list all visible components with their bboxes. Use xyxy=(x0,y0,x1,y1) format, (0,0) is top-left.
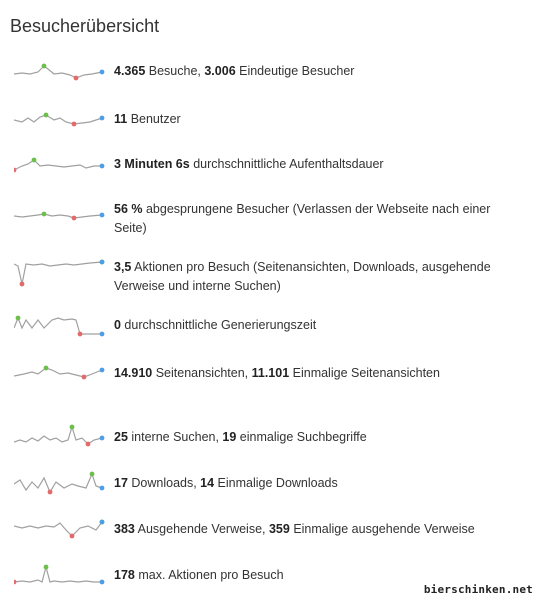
metric-value: 383 xyxy=(114,522,135,536)
metric-value: 4.365 xyxy=(114,64,146,78)
sparkline-last-dot xyxy=(100,260,105,265)
metric-text-users xyxy=(114,110,514,129)
sparkline-line xyxy=(14,214,102,218)
metric-label: max. Aktionen pro Besuch xyxy=(134,568,284,582)
metric-label: Benutzer xyxy=(127,112,181,126)
sparkline-max-dot xyxy=(44,113,49,118)
metric-text-outlinks xyxy=(114,520,514,539)
metric-label: Aktionen pro Besuch (Seitenansichten, Downloads, ausgehende Verweise und interne Suchen) xyxy=(114,260,491,293)
sparkline-outlinks[interactable] xyxy=(14,514,106,544)
metric-label: Einmalige Downloads xyxy=(214,476,338,490)
metric-label: Ausgehende Verweise, xyxy=(134,522,269,536)
sparkline-min-dot xyxy=(48,490,53,495)
sparkline-min-dot xyxy=(72,216,77,221)
sparkline-duration[interactable] xyxy=(14,152,106,182)
watermark: bierschinken.net xyxy=(423,583,533,596)
sparkline-max-dot xyxy=(70,425,75,430)
sparkline-max-dot xyxy=(42,212,47,217)
sparkline-downloads[interactable] xyxy=(14,470,106,500)
metric-label: Seitenansichten, xyxy=(152,366,252,380)
metric-label: Downloads, xyxy=(127,476,201,490)
sparkline-min-dot xyxy=(70,534,75,539)
metric-value: 56 % xyxy=(114,202,143,216)
metric-label: einmalige Suchbegriffe xyxy=(236,430,367,444)
sparkline-min-dot xyxy=(20,282,25,287)
metric-label: Besuche, xyxy=(145,64,205,78)
sparkline-last-dot xyxy=(100,580,105,585)
metric-value: 11 xyxy=(114,112,128,126)
sparkline-max-dot xyxy=(44,565,49,570)
metric-label: durchschnittliche Generierungszeit xyxy=(120,318,317,332)
metric-text-actions xyxy=(114,258,514,296)
metric-value: 3 Minuten 6s xyxy=(114,157,190,171)
metric-value: 25 xyxy=(114,430,128,444)
metric-value: 19 xyxy=(222,430,237,444)
metric-label: Einmalige Seitenansichten xyxy=(289,366,440,380)
sparkline-min-dot xyxy=(86,442,91,447)
sparkline-actions[interactable] xyxy=(14,258,106,288)
metric-label: abgesprungene Besucher (Verlassen der Webseite nach einer Seite) xyxy=(114,202,491,235)
metric-text-search xyxy=(114,428,514,447)
sparkline-line xyxy=(14,318,102,334)
sparkline-last-dot xyxy=(100,368,105,373)
sparkline-line xyxy=(14,368,102,377)
sparkline-users[interactable] xyxy=(14,108,106,138)
sparkline-line xyxy=(14,427,102,444)
sparkline-line xyxy=(14,262,102,284)
sparkline-search[interactable] xyxy=(14,424,106,454)
panel-title: Besucherübersicht xyxy=(10,16,160,36)
metric-value: 17 xyxy=(114,476,128,490)
sparkline-max-dot xyxy=(32,158,37,163)
sparkline-visits[interactable] xyxy=(14,60,106,90)
sparkline-maxactions[interactable] xyxy=(14,562,106,592)
metric-label: durchschnittliche Aufenthaltsdauer xyxy=(189,157,384,171)
sparkline-bounce[interactable] xyxy=(14,202,106,232)
sparkline-max-dot xyxy=(16,316,21,321)
sparkline-line xyxy=(14,115,102,124)
metric-value: 359 xyxy=(268,522,290,536)
sparkline-generation[interactable] xyxy=(14,314,106,344)
sparkline-min-dot xyxy=(14,580,16,585)
sparkline-last-dot xyxy=(100,116,105,121)
sparkline-min-dot xyxy=(82,375,87,380)
sparkline-line xyxy=(14,567,102,582)
metric-label: interne Suchen, xyxy=(127,430,223,444)
sparkline-min-dot xyxy=(78,332,83,337)
metric-text-generation xyxy=(114,316,514,335)
sparkline-max-dot xyxy=(90,472,95,477)
sparkline-line xyxy=(14,66,102,78)
metric-text-pageviews xyxy=(114,364,514,383)
metric-value: 14 xyxy=(200,476,215,490)
metric-value: 3,5 xyxy=(114,260,132,274)
sparkline-line xyxy=(14,522,102,536)
sparkline-last-dot xyxy=(100,520,105,525)
metric-label: Eindeutige Besucher xyxy=(235,64,355,78)
metric-text-bounce xyxy=(114,200,514,238)
sparkline-line xyxy=(14,160,102,170)
sparkline-line xyxy=(14,474,102,492)
metric-text-visits xyxy=(114,62,514,81)
sparkline-last-dot xyxy=(100,486,105,491)
metric-value: 3.006 xyxy=(204,64,236,78)
sparkline-last-dot xyxy=(100,164,105,169)
metric-value: 178 xyxy=(114,568,135,582)
metric-label: Einmalige ausgehende Verweise xyxy=(289,522,475,536)
metric-text-downloads xyxy=(114,474,514,493)
metric-value: 14.910 xyxy=(114,366,153,380)
sparkline-max-dot xyxy=(44,366,49,371)
sparkline-pageviews[interactable] xyxy=(14,360,106,390)
metric-value: 11.101 xyxy=(251,366,290,380)
sparkline-last-dot xyxy=(100,436,105,441)
sparkline-last-dot xyxy=(100,70,105,75)
sparkline-last-dot xyxy=(100,332,105,337)
metric-value: 0 xyxy=(114,318,121,332)
sparkline-max-dot xyxy=(42,64,47,69)
sparkline-min-dot xyxy=(72,122,77,127)
sparkline-last-dot xyxy=(100,213,105,218)
sparkline-min-dot xyxy=(74,76,79,81)
metric-text-duration xyxy=(114,155,514,174)
